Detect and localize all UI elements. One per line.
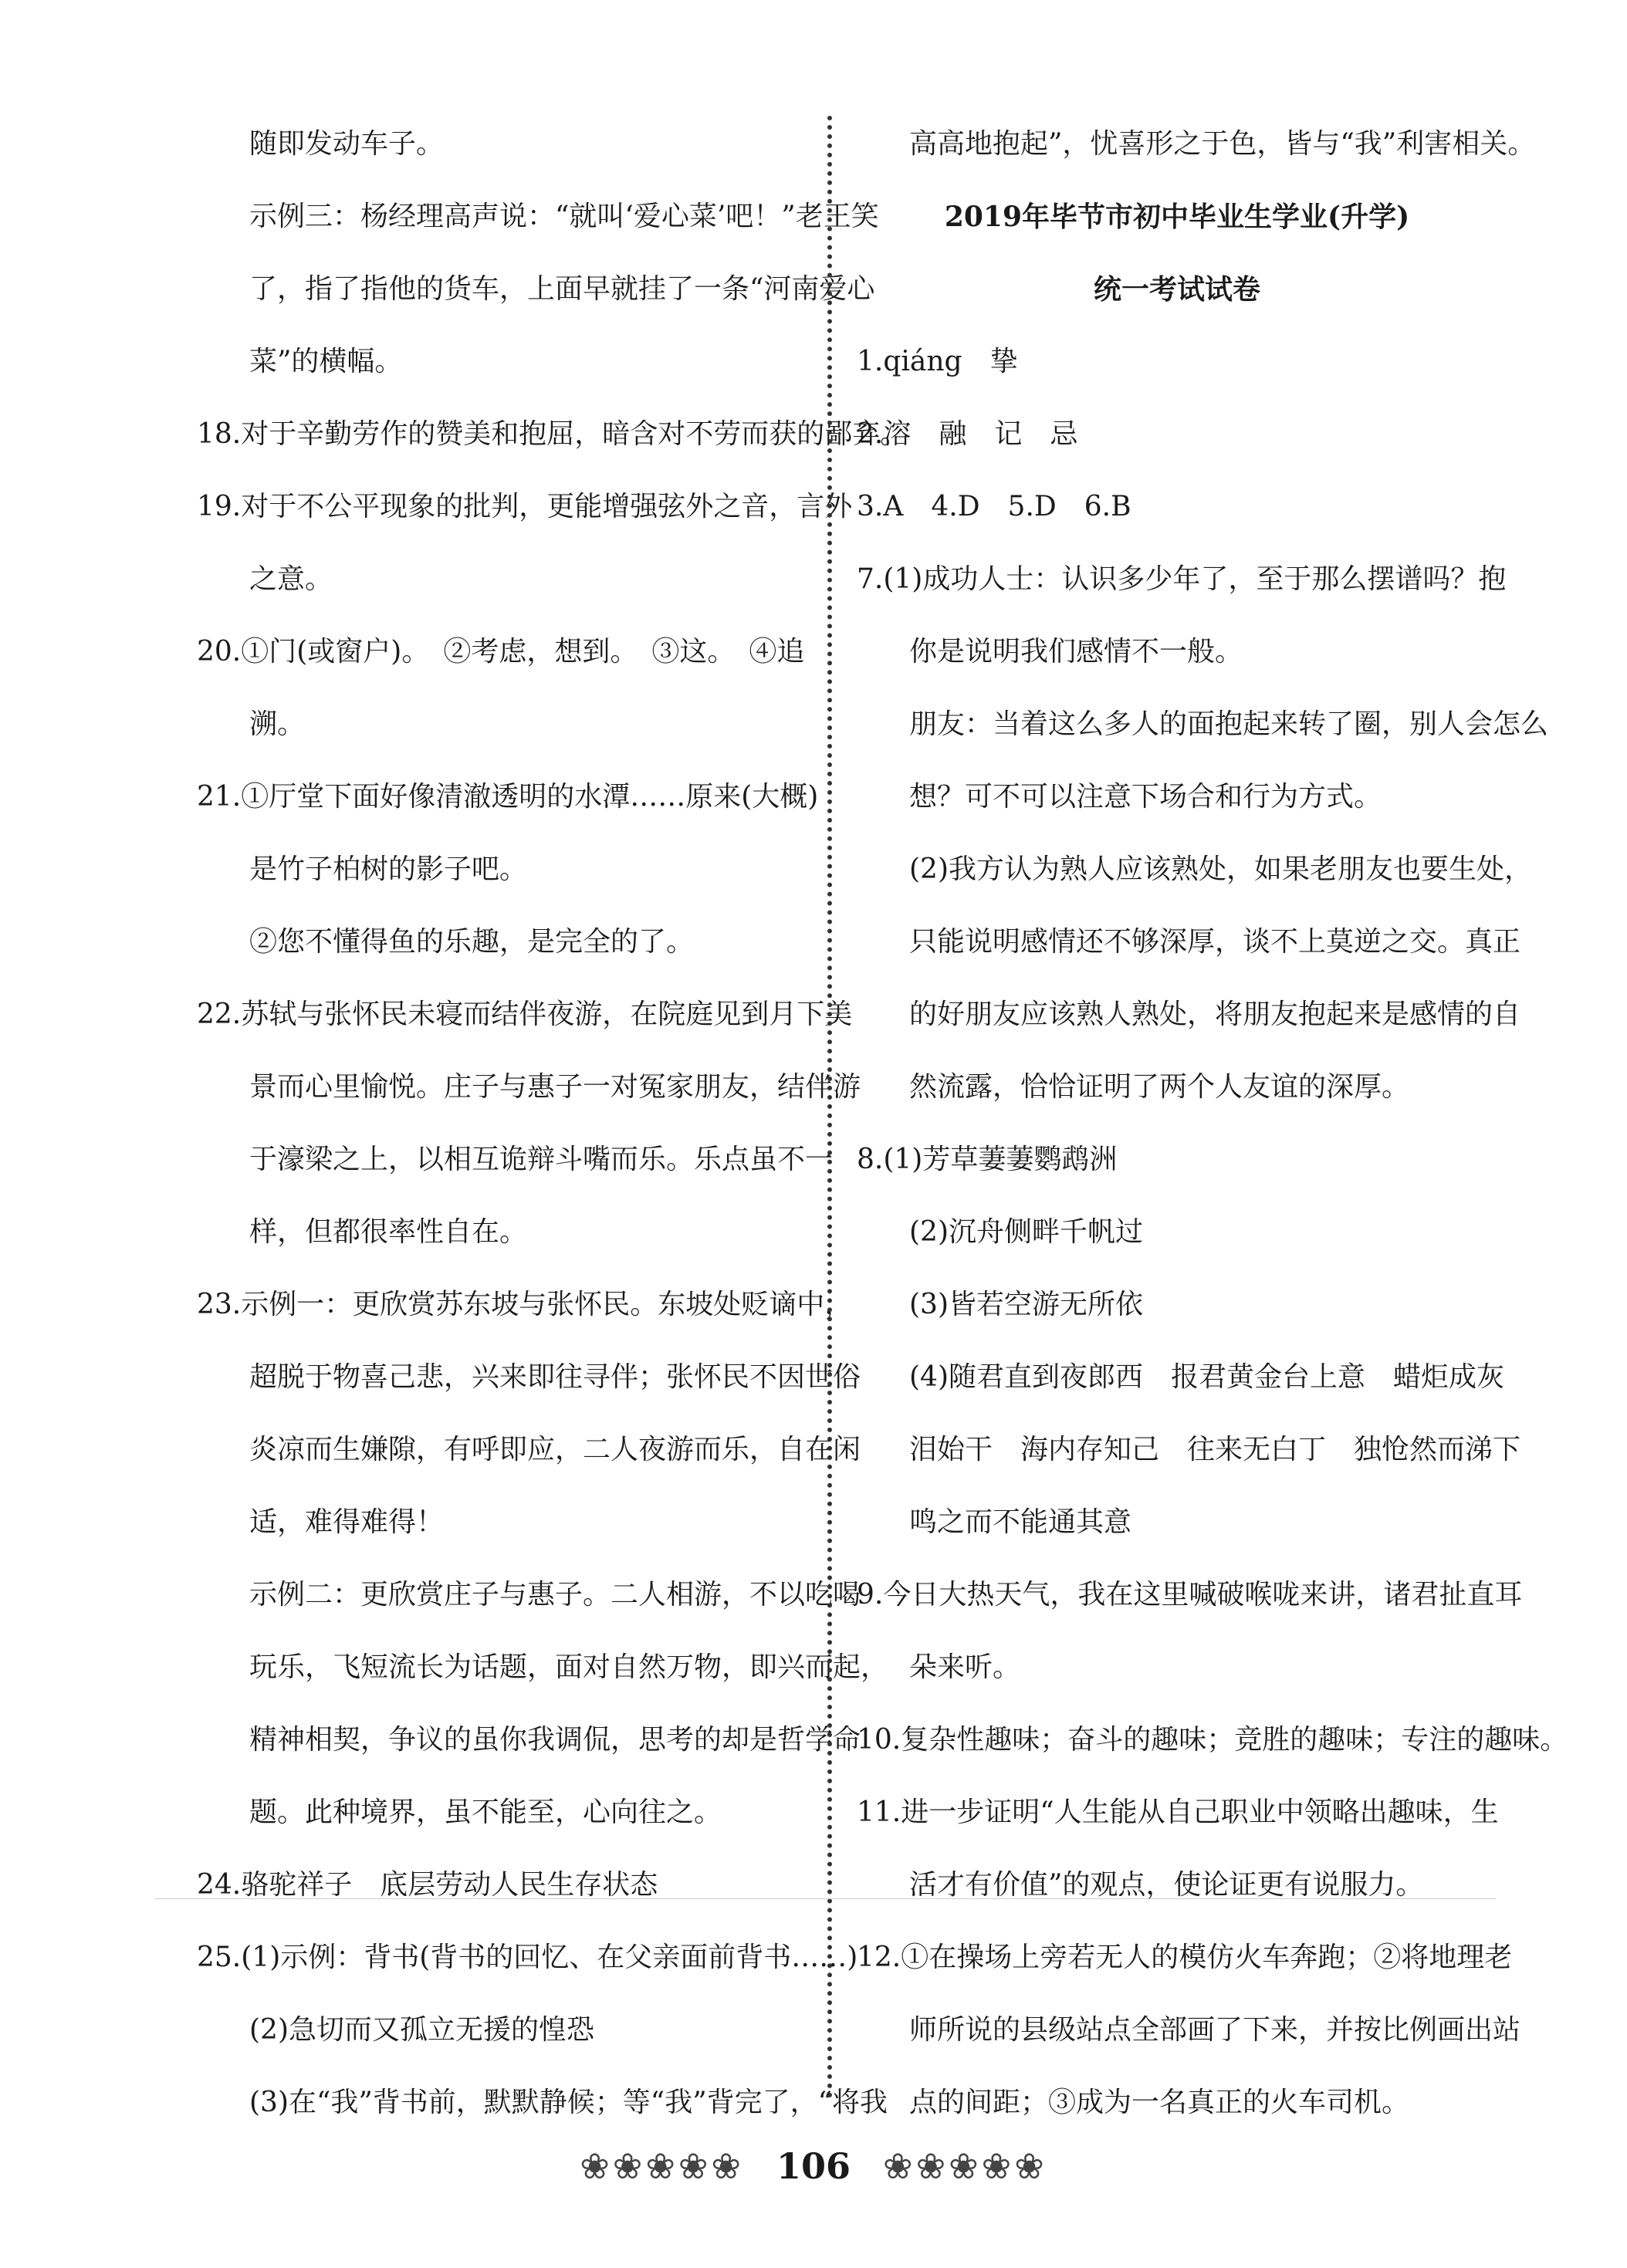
answer-line: 20.①门(或窗户)。 ②考虑，想到。 ③这。 ④追	[197, 636, 805, 668]
horizontal-rule	[154, 1898, 1496, 1899]
answer-line: 你是说明我们感情不一般。	[909, 636, 1243, 668]
answer-line: 于濠梁之上，以相互诡辩斗嘴而乐。乐点虽不一	[249, 1144, 834, 1175]
left-column	[197, 108, 908, 2139]
answer-line: 之意。	[249, 563, 333, 595]
answer-line: 24.骆驼祥子 底层劳动人民生存状态	[197, 1869, 658, 1901]
answer-line: 高高地抱起”，忧喜形之于色，皆与“我”利害相关。	[909, 128, 1536, 160]
answer-line: 泪始干 海内存知己 往来无白丁 独怆然而涕下	[909, 1434, 1521, 1465]
flower-ornament-right: ❀❀❀❀❀	[883, 2145, 1047, 2187]
answer-line: 精神相契，争议的虽你我调侃，思考的却是哲学命	[249, 1724, 861, 1756]
right-column	[857, 108, 1568, 2139]
answer-line: 10.复杂性趣味；奋斗的趣味；竞胜的趣味；专注的趣味。	[857, 1724, 1568, 1756]
answer-line: 19.对于不公平现象的批判，更能增强弦外之音，言外	[197, 491, 853, 522]
answer-line: (4)随君直到夜郎西 报君黄金台上意 蜡炬成灰	[909, 1361, 1504, 1393]
answer-line: (2)急切而又孤立无援的惶恐	[249, 2014, 594, 2046]
answer-line: 适，难得难得！	[249, 1506, 445, 1538]
answer-line: 师所说的县级站点全部画了下来，并按比例画出站	[909, 2014, 1521, 2046]
answer-line: 随即发动车子。	[249, 128, 445, 160]
answer-line: 12.①在操场上旁若无人的模仿火车奔跑；②将地理老	[857, 1942, 1513, 1973]
answer-line: 21.①厅堂下面好像清澈透明的水潭……原来(大概)	[197, 781, 819, 813]
answer-line: 示例二：更欣赏庄子与惠子。二人相游，不以吃喝	[249, 1579, 861, 1611]
answer-line: 活才有价值”的观点，使论证更有说服力。	[909, 1869, 1424, 1901]
answer-line: 菜”的横幅。	[249, 346, 403, 377]
answer-line: (2)沉舟侧畔千帆过	[909, 1216, 1143, 1248]
answer-line: 7.(1)成功人士：认识多少年了，至于那么摆谱吗？抱	[857, 563, 1507, 595]
flower-ornament-left: ❀❀❀❀❀	[580, 2145, 744, 2187]
answer-line: 示例三：杨经理高声说：“就叫‘爱心菜’吧！”老王笑	[249, 201, 879, 232]
answer-line: 样，但都很率性自在。	[249, 1216, 528, 1248]
column-divider	[827, 116, 832, 2099]
answer-line: 只能说明感情还不够深厚，谈不上莫逆之交。真正	[909, 926, 1521, 958]
answer-line: 11.进一步证明“人生能从自己职业中领略出趣味，生	[857, 1796, 1499, 1828]
answer-line: 鸣之而不能通其意	[909, 1506, 1132, 1538]
section-heading: 2019年毕节市初中毕业生学业(升学)	[944, 201, 1410, 233]
answer-line: 了，指了指他的货车，上面早就挂了一条“河南爱心	[249, 273, 875, 305]
page-number: 106	[776, 2145, 851, 2187]
answer-line: 1.qiáng 挚	[857, 346, 1018, 377]
answer-line: (3)皆若空游无所依	[909, 1289, 1143, 1320]
page-footer	[0, 2145, 1627, 2187]
answer-line: 8.(1)芳草萋萋鹦鹉洲	[857, 1144, 1118, 1175]
answer-line: ②您不懂得鱼的乐趣，是完全的了。	[249, 926, 695, 958]
answer-line: 的好朋友应该熟人熟处，将朋友抱起来是感情的自	[909, 999, 1521, 1030]
answer-line: 朋友：当着这么多人的面抱起来转了圈，别人会怎么	[909, 708, 1549, 740]
answer-line: 题。此种境界，虽不能至，心向往之。	[249, 1796, 722, 1828]
answer-line: 溯。	[249, 708, 306, 740]
answer-line: (2)我方认为熟人应该熟处，如果老朋友也要生处，	[909, 853, 1532, 885]
answer-line: 是竹子柏树的影子吧。	[249, 853, 528, 885]
answer-line: 22.苏轼与张怀民未寝而结伴夜游，在院庭见到月下美	[197, 999, 853, 1030]
answer-line: 超脱于物喜己悲，兴来即往寻伴；张怀民不因世俗	[249, 1361, 861, 1393]
answer-line: 18.对于辛勤劳作的赞美和抱屈，暗含对不劳而获的鄙弃。	[197, 418, 908, 450]
answer-line: 朵来听。	[909, 1651, 1021, 1683]
answer-line: 景而心里愉悦。庄子与惠子一对冤家朋友，结伴游	[249, 1071, 861, 1103]
answer-line: 23.示例一：更欣赏苏东坡与张怀民。东坡处贬谪中，	[197, 1289, 853, 1320]
section-heading: 统一考试试卷	[1093, 273, 1260, 306]
answer-line: 2.溶 融 记 忌	[857, 418, 1078, 450]
answer-line: 想？可不可以注意下场合和行为方式。	[909, 781, 1382, 813]
answer-line: 点的间距；③成为一名真正的火车司机。	[909, 2087, 1410, 2118]
answer-line: 25.(1)示例：背书(背书的回忆、在父亲面前背书……)	[197, 1942, 858, 1973]
answer-line: 9.今日大热天气，我在这里喊破喉咙来讲，诸君扯直耳	[857, 1579, 1523, 1611]
answer-line: 炎凉而生嫌隙，有呼即应，二人夜游而乐，自在闲	[249, 1434, 861, 1465]
answer-line: 3.A 4.D 5.D 6.B	[857, 491, 1131, 522]
answer-line: 然流露，恰恰证明了两个人友谊的深厚。	[909, 1071, 1410, 1103]
answer-line: 玩乐，飞短流长为话题，面对自然万物，即兴而起，	[249, 1651, 889, 1683]
answer-line: (3)在“我”背书前，默默静候；等“我”背完了，“将我	[249, 2087, 888, 2118]
